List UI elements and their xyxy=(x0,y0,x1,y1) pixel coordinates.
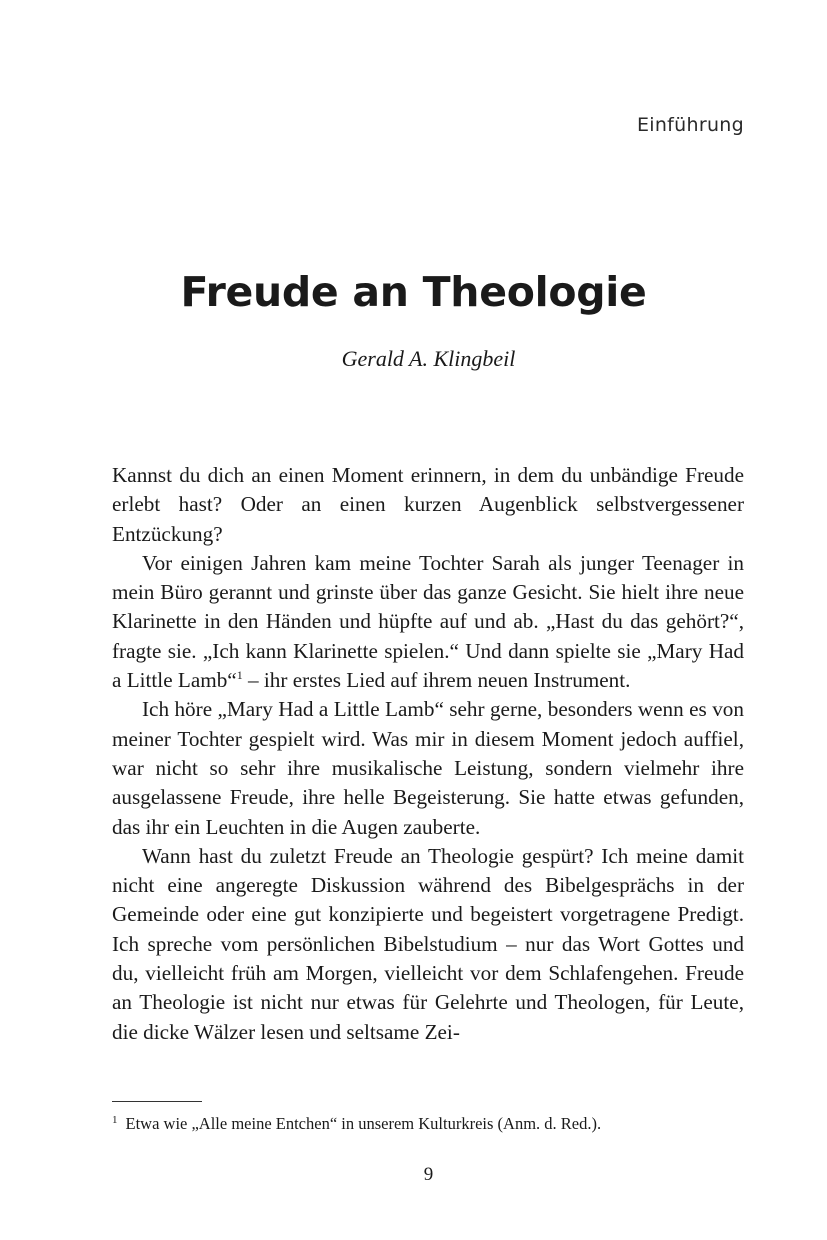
paragraph: Kannst du dich an einen Moment erinnern, in dem du unbändige Freude erlebt hast? Oder an einen kurzen Augenblick selbstvergessener Entzückung? xyxy=(112,463,744,546)
footnote-divider xyxy=(112,1101,202,1102)
footnote xyxy=(112,1109,752,1135)
body-text xyxy=(112,461,744,1047)
footnote-reference[interactable]: 1 xyxy=(236,668,243,683)
paragraph: Wann hast du zuletzt Freude an Theologie gespürt? Ich meine damit nicht eine angeregte Diskussion während des Bibelgesprächs in der Gemeinde oder eine gut konzipierte und begeistert vorgetragene Predigt. Ich spreche vom persönlichen Bibelstudium – nur das Wort Gottes und du, vielleicht früh am Morgen, vielleicht vor dem Schlafengehen. Freude an Theologie ist nicht nur etwas für Gelehrte und Theologen, für Leute, die dicke Wälzer lesen und seltsame Zei- xyxy=(112,843,744,1044)
chapter-title: Freude an Theologie xyxy=(180,268,647,316)
paragraph: Ich höre „Mary Had a Little Lamb“ sehr gerne, besonders wenn es von meiner Tochter gespielt wird. Was mir in diesem Moment jedoch auffiel, war nicht so sehr ihre musikalische Leistung, sondern vielmehr ihre ausgelassene Freude, ihre helle Begeisterung. Sie hatte etwas gefunden, das ihr ein Leuchten in die Augen zauberte. xyxy=(112,697,744,839)
page-number: 9 xyxy=(423,1164,434,1185)
footnote-text: Etwa wie „Alle meine Entchen“ in unserem Kulturkreis (Anm. d. Red.). xyxy=(125,1114,602,1133)
author-name: Gerald A. Klingbeil xyxy=(341,346,516,371)
running-head: Einführung xyxy=(636,114,744,136)
paragraph-text: Vor einigen Jahren kam meine Tochter Sarah als junger Teenager in mein Büro gerannt und grinste über das ganze Gesicht. Sie hielt ihre neue Klarinette in den Händen und hüpfte auf und ab. „Hast du das gehört?“, fragte sie. „Ich kann Klarinette spielen.“ Und dann spielte sie „Mary Had a Little Lamb“ xyxy=(112,550,744,693)
footnote-number: 1 xyxy=(112,1114,118,1126)
paragraph-text: – ihr erstes Lied auf ihrem neuen Instrument. xyxy=(242,668,631,693)
paragraph xyxy=(112,549,744,695)
